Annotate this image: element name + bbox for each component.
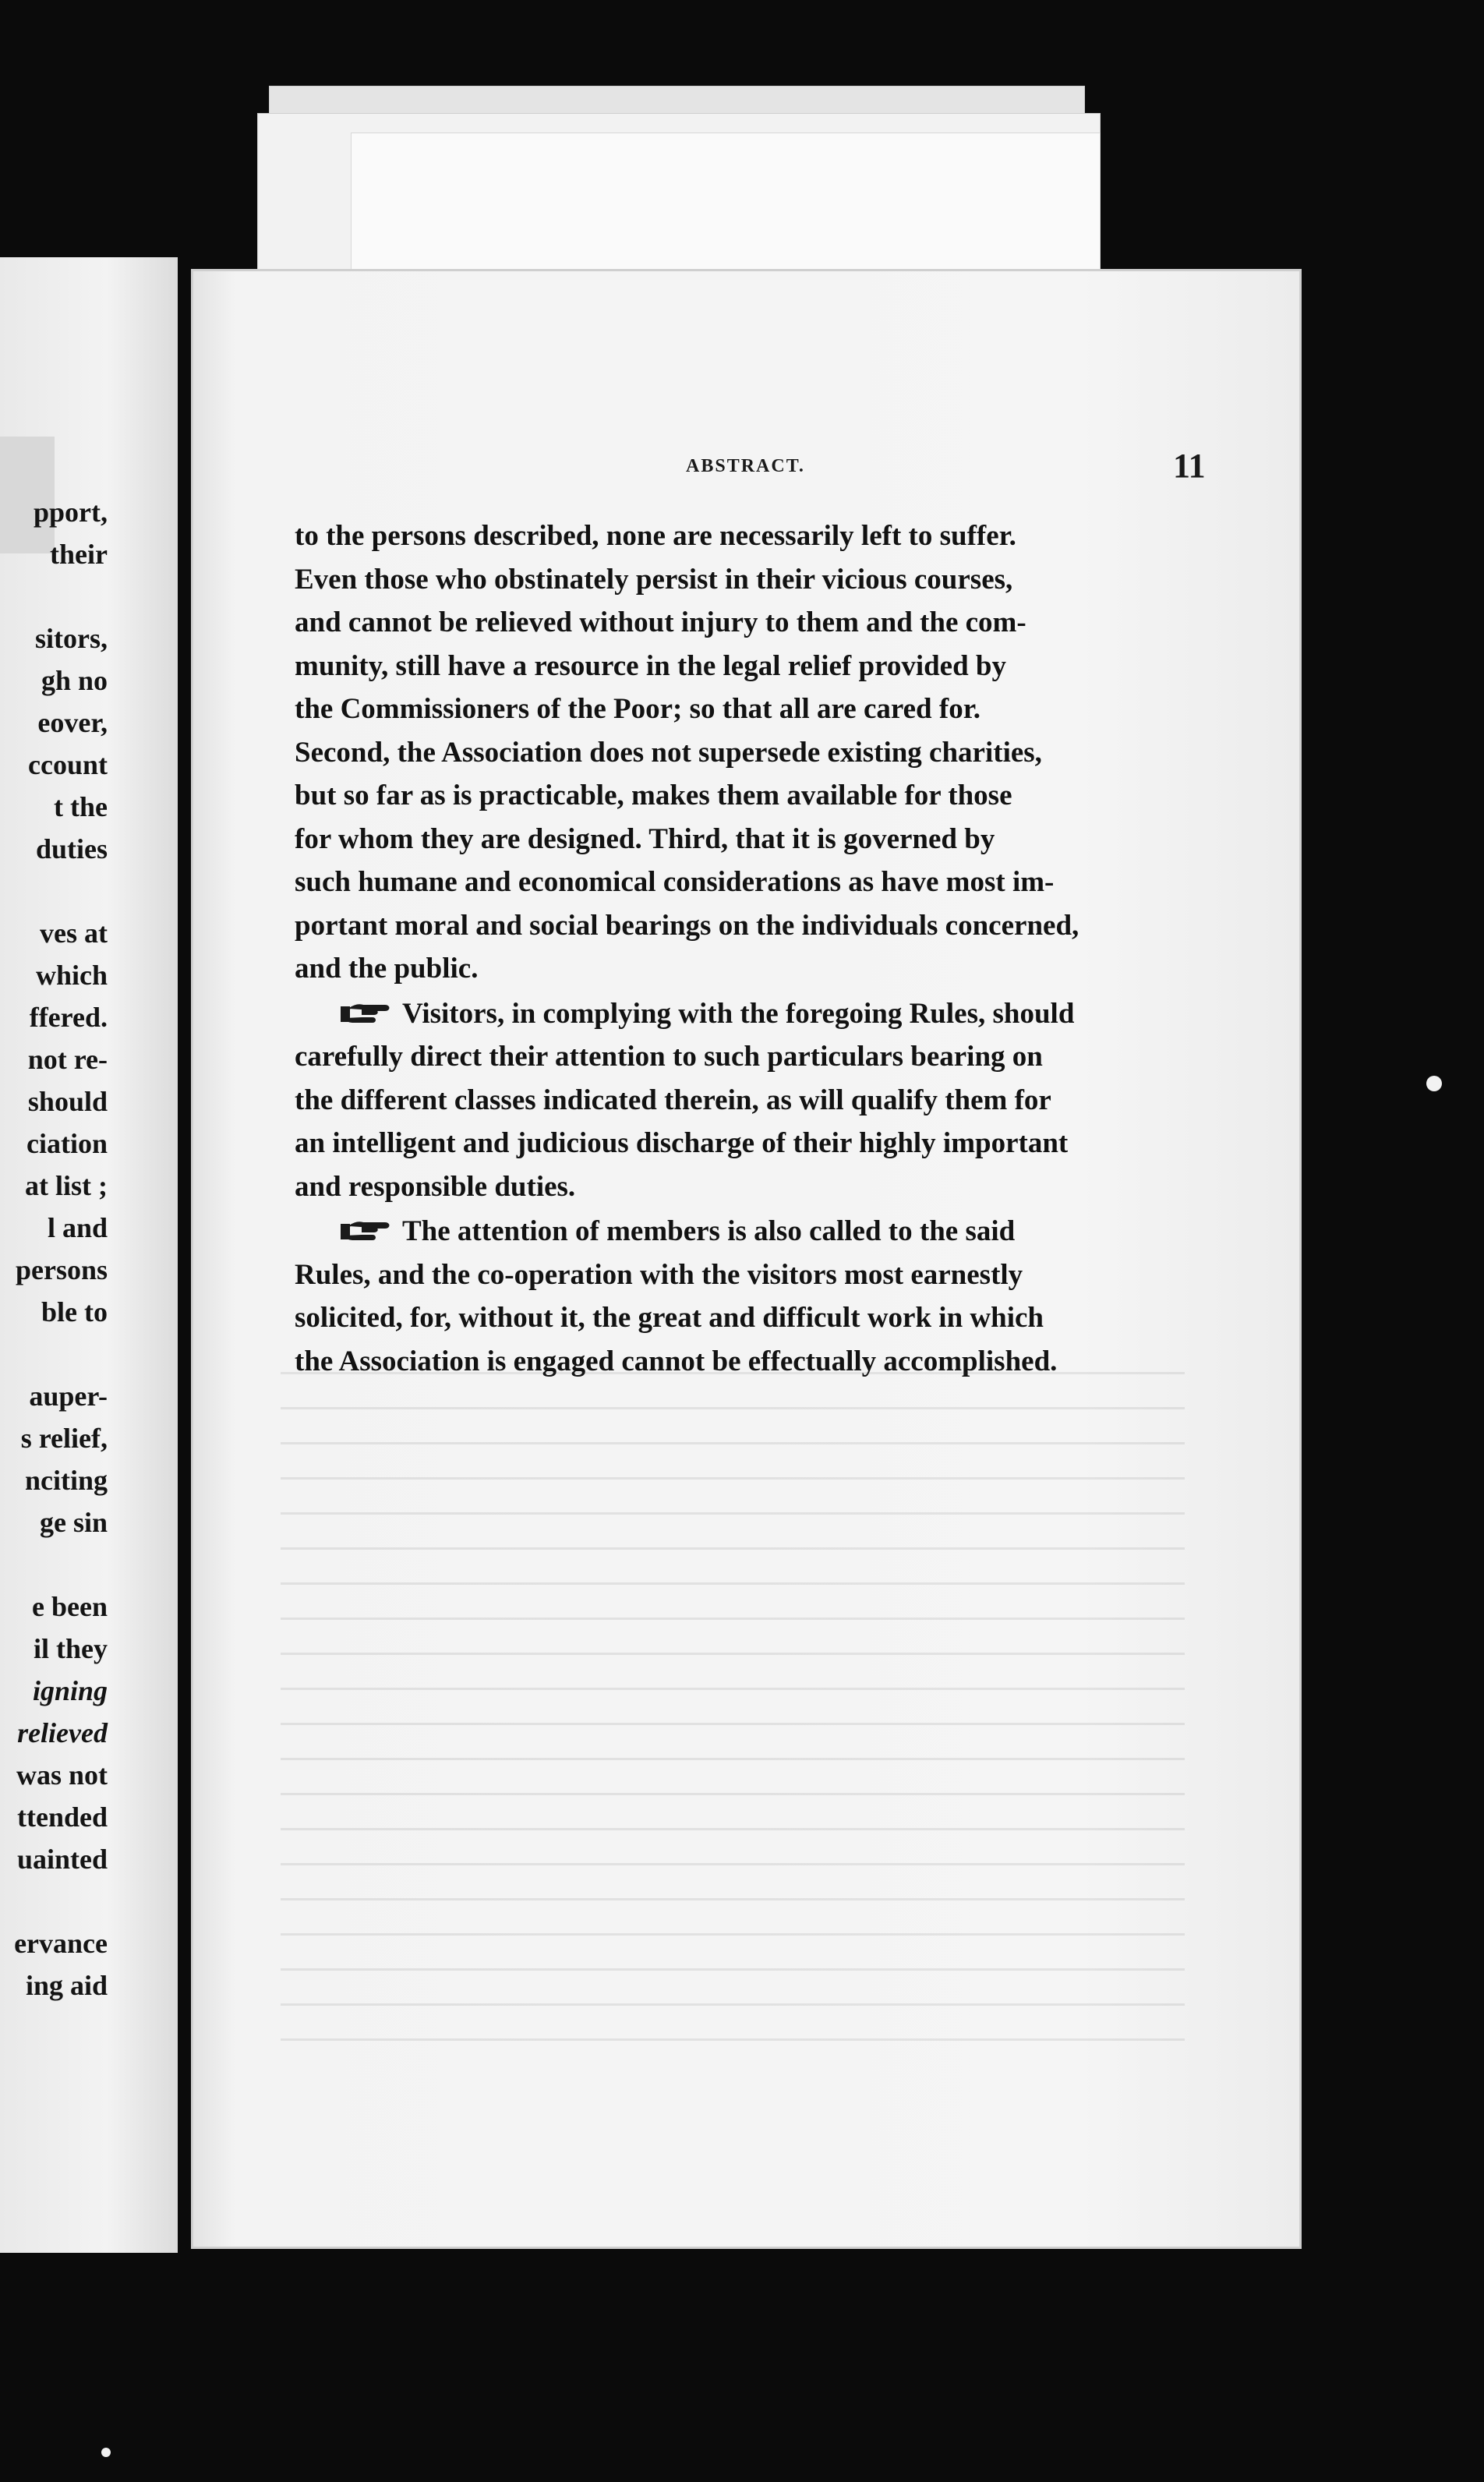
left-page-line: gh no xyxy=(41,665,108,696)
text-line: the Commissioners of the Poor; so that all are cared for. xyxy=(295,693,980,725)
dust-speck xyxy=(1426,1076,1442,1091)
text-line: and responsible duties. xyxy=(295,1170,576,1203)
text-line-content: The attention of members is also called to the said xyxy=(402,1215,1016,1247)
text-line: but so far as is practicable, makes them available for those xyxy=(295,780,1012,811)
left-page-line: relieved xyxy=(17,1717,108,1748)
left-page-line: ffered. xyxy=(29,1002,108,1033)
left-page-line: which xyxy=(35,960,108,991)
pointing-hand-icon xyxy=(340,999,398,1026)
show-through-texture xyxy=(281,1372,1185,2097)
left-page-line: ge sin xyxy=(39,1507,108,1538)
left-page-line: s relief, xyxy=(20,1423,108,1454)
left-page-line: ervance xyxy=(14,1928,108,1959)
paper-slip xyxy=(351,133,1101,282)
text-line: munity, still have a resource in the legal relief provided by xyxy=(295,649,1007,682)
paragraph-3 xyxy=(295,1210,1210,1383)
left-page-line: igning xyxy=(32,1675,108,1706)
text-line: the Association is engaged cannot be effectually accomplished. xyxy=(295,1345,1058,1377)
text-line: and the public. xyxy=(295,953,479,985)
left-page-line: was not xyxy=(16,1759,108,1791)
text-line xyxy=(295,1210,1210,1253)
left-page-line xyxy=(0,1333,108,1375)
left-page-line: l and xyxy=(47,1212,108,1243)
text-line: portant moral and social bearings on the individuals concerned, xyxy=(295,909,1079,942)
left-page-line: persons xyxy=(15,1254,108,1285)
left-page-line: ves at xyxy=(40,917,108,949)
left-page-line: e been xyxy=(32,1591,108,1622)
left-page-line: at list ; xyxy=(25,1170,108,1201)
left-page-line: auper- xyxy=(29,1381,108,1412)
left-page-line xyxy=(0,870,108,912)
left-page-line: ciation xyxy=(26,1128,108,1159)
text-line: Rules, and the co-operation with the visitors most earnestly xyxy=(295,1258,1023,1291)
text-line: Even those who obstinately persist in their vicious courses, xyxy=(295,563,1013,596)
text-line: to the persons described, none are necessarily left to suffer. xyxy=(295,520,1016,552)
left-page-text xyxy=(0,491,108,2006)
left-page-line: t the xyxy=(54,791,108,822)
left-page-line xyxy=(0,575,108,617)
left-page-line: nciting xyxy=(24,1465,108,1496)
text-line: Second, the Association does not supersede existing charities, xyxy=(295,736,1042,769)
text-line: for whom they are designed. Third, that it is governed by xyxy=(295,822,995,855)
left-page-line: eover, xyxy=(37,707,108,738)
left-page-line: their xyxy=(50,539,108,570)
text-line: and cannot be relieved without injury to them and the com- xyxy=(295,606,1026,638)
left-page-line: ccount xyxy=(28,749,108,780)
text-line: carefully direct their attention to such particulars bearing on xyxy=(295,1041,1043,1073)
text-line-content: Visitors, in complying with the foregoing Rules, should xyxy=(402,997,1075,1030)
text-line xyxy=(295,992,1210,1036)
left-page-line: not re- xyxy=(27,1044,108,1075)
left-page-line: sitors, xyxy=(35,623,108,654)
text-line: an intelligent and judicious discharge of their highly important xyxy=(295,1127,1069,1159)
left-page-line: ing aid xyxy=(25,1970,108,2001)
paragraph-2 xyxy=(295,992,1210,1209)
text-line: solicited, for, without it, the great and difficult work in which xyxy=(295,1302,1044,1334)
text-line: the different classes indicated therein, as will qualify them for xyxy=(295,1084,1051,1116)
left-page-line: ble to xyxy=(41,1296,108,1328)
left-page-line: uainted xyxy=(16,1844,108,1875)
left-page-line: ttended xyxy=(17,1801,108,1833)
left-page-line: pport, xyxy=(33,497,108,528)
left-page-line xyxy=(0,1543,108,1586)
text-line: such humane and economical considerations as have most im- xyxy=(295,866,1055,898)
left-page-line: duties xyxy=(35,833,108,864)
pointing-hand-icon xyxy=(340,1217,398,1243)
left-facing-page xyxy=(0,257,178,2253)
page-body xyxy=(295,514,1210,1384)
dust-speck xyxy=(101,2448,111,2457)
left-page-line: should xyxy=(27,1086,108,1117)
left-page-line: il they xyxy=(34,1633,108,1664)
left-page-line xyxy=(0,1880,108,1922)
page-number: 11 xyxy=(1173,447,1206,485)
paragraph-1 xyxy=(295,514,1210,991)
running-head: ABSTRACT. xyxy=(686,456,805,476)
